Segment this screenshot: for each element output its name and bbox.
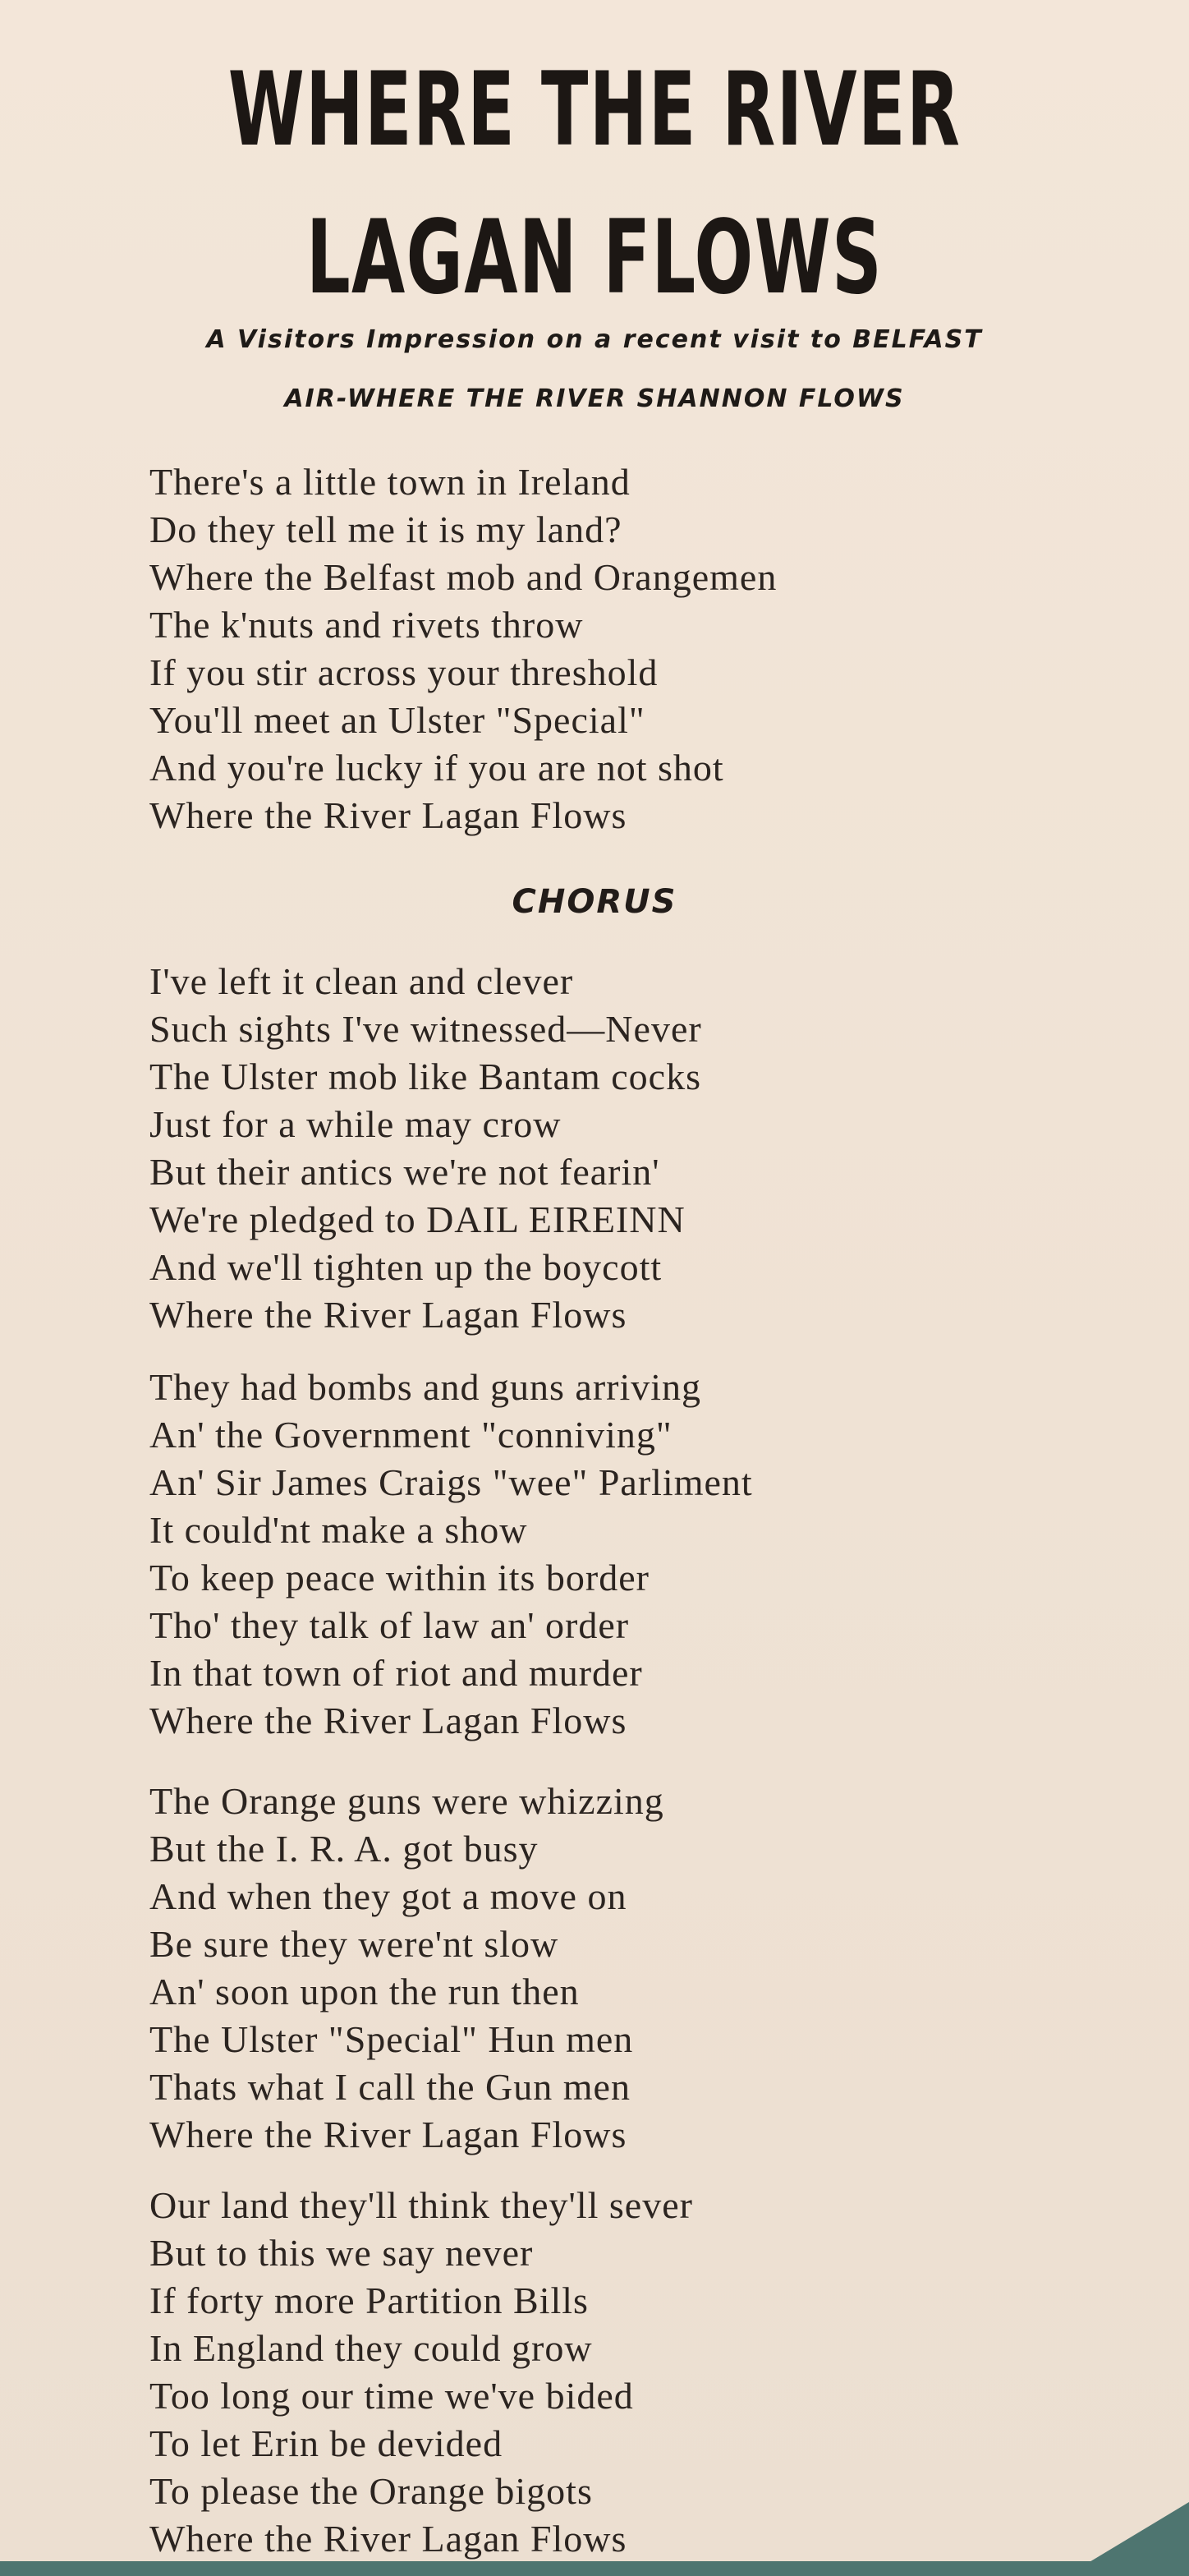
verse-line: But to this we say never [149, 2232, 534, 2274]
verse-line: And when they got a move on [149, 1875, 627, 1917]
verse-line: The Orange guns were whizzing [149, 1780, 664, 1822]
verse-line: The Ulster mob like Bantam cocks [149, 1056, 702, 1097]
verse-line: To please the Orange bigots [149, 2470, 593, 2512]
verse-line: And you're lucky if you are not shot [149, 747, 724, 789]
verse-line: We're pledged to DAIL EIREINN [149, 1198, 686, 1240]
verse-line: But the I. R. A. got busy [149, 1828, 539, 1870]
verse-line: To keep peace within its border [149, 1557, 650, 1598]
verse-line: An' soon upon the run then [149, 1971, 580, 2012]
verse-line: Where the River Lagan Flows [149, 1294, 627, 1336]
verse-line: Thats what I call the Gun men [149, 2066, 631, 2108]
verse-line: There's a little town in Ireland [149, 461, 631, 503]
air-line: AIR-WHERE THE RIVER SHANNON FLOWS [284, 384, 905, 413]
stanza-4 [149, 1778, 664, 2159]
verse-line: An' Sir James Craigs "wee" Parliment [149, 1461, 753, 1503]
verse-line: Where the Belfast mob and Orangemen [149, 556, 778, 598]
verse-line: I've left it clean and clever [149, 960, 574, 1002]
verse-line: Where the River Lagan Flows [149, 2518, 627, 2560]
verse-line: The Ulster "Special" Hun men [149, 2018, 634, 2060]
verse-line: Tho' they talk of law an' order [149, 1604, 630, 1646]
verse-line: If you stir across your threshold [149, 651, 659, 693]
verse-line: But their antics we're not fearin' [149, 1151, 660, 1193]
stanza-2 [149, 958, 702, 1339]
verse-line: In that town of riot and murder [149, 1652, 643, 1694]
verse-line: Be sure they were'nt slow [149, 1923, 559, 1965]
verse-line: An' the Government "conniving" [149, 1414, 673, 1456]
verse-line: Do they tell me it is my land? [149, 508, 622, 550]
verse-line: Where the River Lagan Flows [149, 1700, 627, 1741]
chorus-heading: CHORUS [512, 883, 677, 921]
verse-line: In England they could grow [149, 2327, 593, 2369]
subtitle: A Visitors Impression on a recent visit to BELFAST [206, 325, 983, 354]
verse-line: And we'll tighten up the boycott [149, 1246, 663, 1288]
verse-line: Just for a while may crow [149, 1103, 562, 1145]
verse-line: Such sights I've witnessed—Never [149, 1008, 702, 1050]
verse-line: It could'nt make a show [149, 1509, 528, 1551]
verse-line: Where the River Lagan Flows [149, 2114, 627, 2155]
title-line-1: WHERE THE RIVER [227, 51, 962, 169]
title-line-2: LAGAN FLOWS [305, 199, 884, 317]
verse-line: You'll meet an Ulster "Special" [149, 699, 645, 741]
verse-line: They had bombs and guns arriving [149, 1366, 702, 1408]
verse-line: Where the River Lagan Flows [149, 794, 627, 836]
verse-line: Too long our time we've bided [149, 2375, 634, 2417]
stanza-3 [149, 1364, 753, 1745]
verse-line: The k'nuts and rivets throw [149, 604, 584, 646]
stanza-1 [149, 458, 777, 840]
stanza-5 [149, 2182, 693, 2563]
verse-line: Our land they'll think they'll sever [149, 2184, 693, 2226]
verse-line: If forty more Partition Bills [149, 2279, 589, 2321]
verse-line: To let Erin be devided [149, 2422, 503, 2464]
